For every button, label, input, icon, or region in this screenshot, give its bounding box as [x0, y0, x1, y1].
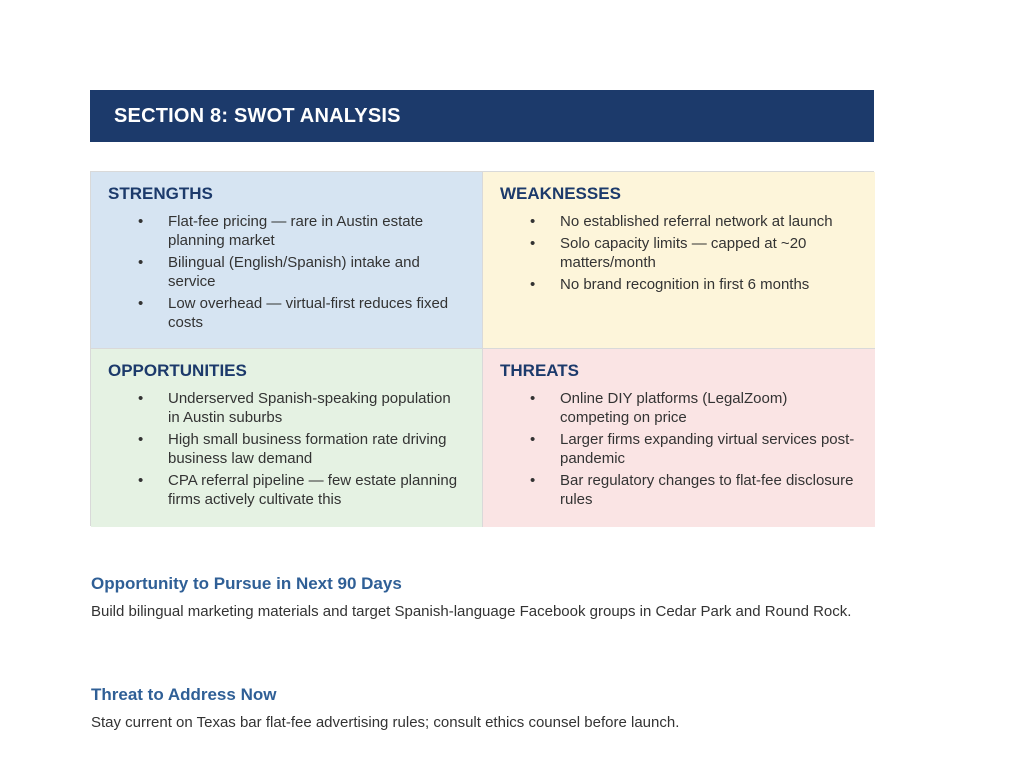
opportunities-title: OPPORTUNITIES	[108, 361, 247, 380]
bullet-icon: •	[138, 213, 144, 230]
list-item: • Solo capacity limits — capped at ~20 matters/month	[530, 235, 807, 271]
opportunities-quadrant	[91, 349, 483, 527]
list-item: • Low overhead — virtual-first reduces fixed costs	[138, 295, 449, 331]
list-item: • Underserved Spanish-speaking population in Austin suburbs	[138, 390, 451, 426]
list-item: • No established referral network at launch	[530, 213, 833, 230]
list-item: • Larger firms expanding virtual services post-pandemic	[530, 431, 855, 467]
list-item: • High small business formation rate driving business law demand	[138, 431, 447, 467]
strengths-title: STRENGTHS	[108, 184, 213, 203]
weaknesses-title: WEAKNESSES	[500, 184, 621, 203]
list-item: • CPA referral pipeline — few estate planning firms actively cultivate this	[138, 472, 458, 508]
threats-list	[500, 389, 859, 509]
section-header	[90, 90, 874, 142]
opportunity-heading: Opportunity to Pursue in Next 90 Days	[91, 574, 402, 593]
list-item: • Flat-fee pricing — rare in Austin estate planning market	[138, 213, 424, 249]
weaknesses-list	[500, 212, 859, 294]
bullet-icon: •	[530, 213, 536, 230]
bullet-icon: •	[138, 295, 144, 312]
bullet-icon: •	[138, 472, 144, 489]
threats-title: THREATS	[500, 361, 580, 380]
bullet-icon: •	[138, 390, 144, 407]
section-title: SECTION 8: SWOT ANALYSIS	[114, 104, 401, 127]
bullet-icon: •	[530, 431, 536, 448]
opportunities-list	[108, 389, 466, 509]
list-item: • No brand recognition in first 6 months	[530, 276, 810, 293]
bullet-icon: •	[530, 472, 536, 489]
list-item: • Bilingual (English/Spanish) intake and service	[138, 254, 420, 290]
threat-text: Stay current on Texas bar flat-fee advertising rules; consult ethics counsel before launch.	[91, 714, 680, 731]
threats-quadrant	[483, 349, 875, 527]
list-item: • Bar regulatory changes to flat-fee disclosure rules	[530, 472, 854, 508]
bullet-icon: •	[138, 431, 144, 448]
bullet-icon: •	[138, 254, 144, 271]
weaknesses-quadrant	[483, 172, 875, 349]
swot-grid	[90, 171, 874, 526]
bullet-icon: •	[530, 390, 536, 407]
threat-heading: Threat to Address Now	[91, 685, 277, 704]
strengths-quadrant	[91, 172, 483, 349]
bullet-icon: •	[530, 276, 536, 293]
bullet-icon: •	[530, 235, 536, 252]
list-item: • Online DIY platforms (LegalZoom) competing on price	[530, 390, 788, 426]
opportunity-text: Build bilingual marketing materials and target Spanish-language Facebook groups in Cedar Park and Round Rock.	[91, 603, 852, 620]
strengths-list	[108, 212, 466, 332]
